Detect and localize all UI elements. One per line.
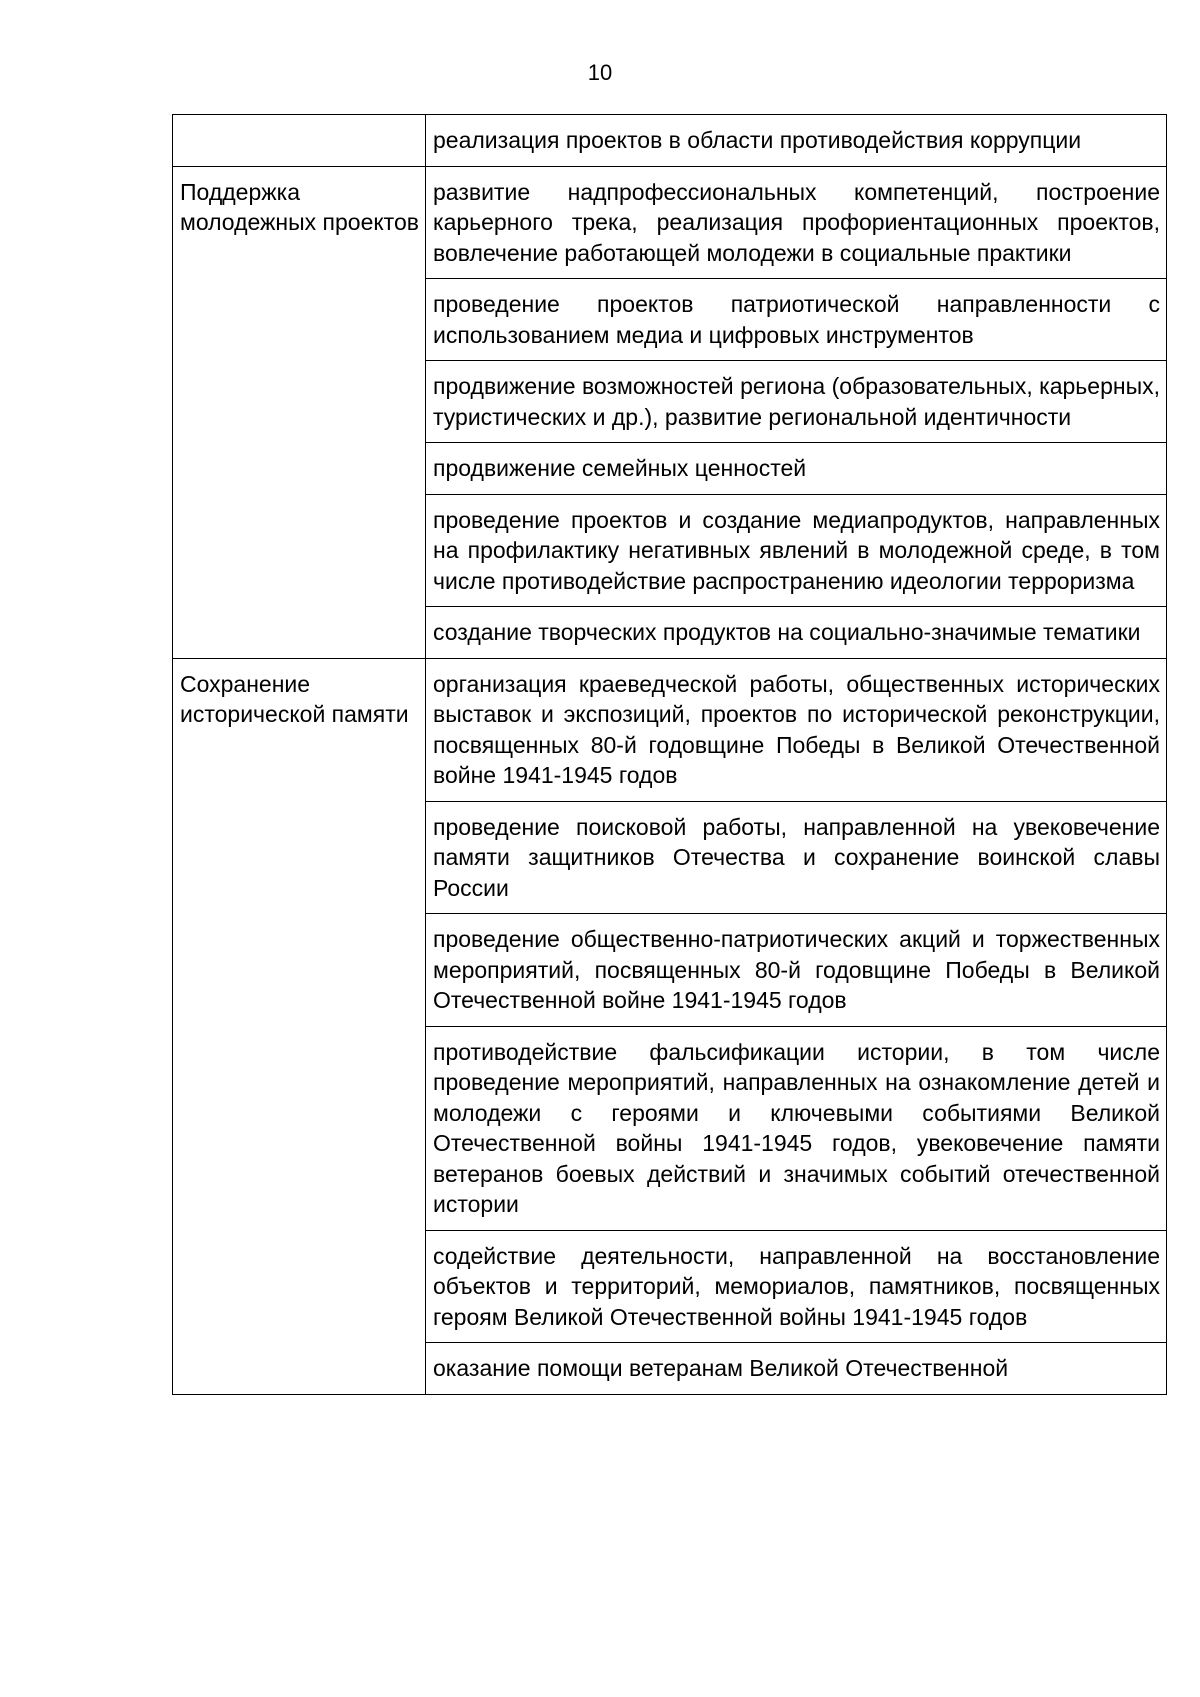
item-cell: развитие надпрофессиональных компетенций, построение карьерного трека, реализация профориентационных проектов, вовлечение работающей молодежи в социальные практики (426, 166, 1167, 279)
item-cell: проведение проектов патриотической направленности с использованием медиа и цифровых инструментов (426, 279, 1167, 361)
directions-table (172, 114, 1167, 1395)
item-cell: содействие деятельности, направленной на восстановление объектов и территорий, мемориалов, памятников, посвященных героям Великой Отечественной войны 1941-1945 годов (426, 1230, 1167, 1343)
section-title-cell (173, 115, 426, 167)
item-cell: противодействие фальсификации истории, в том числе проведение мероприятий, направленных на ознакомление детей и молодежи с героями и ключевыми событиями Великой Отечественной войны 1941-1945 годов, увековечение памяти ветеранов боевых действий и значимых событий отечественной истории (426, 1026, 1167, 1230)
table-row (173, 658, 1167, 801)
item-cell: продвижение семейных ценностей (426, 443, 1167, 495)
page-number: 10 (587, 60, 613, 85)
item-cell: проведение поисковой работы, направленной на увековечение памяти защитников Отечества и сохранение воинской славы России (426, 801, 1167, 914)
item-cell: продвижение возможностей региона (образовательных, карьерных, туристических и др.), развитие региональной идентичности (426, 361, 1167, 443)
item-cell: проведение общественно-патриотических акций и торжественных мероприятий, посвященных 80-й годовщине Победы в Великой Отечественной войне 1941-1945 годов (426, 914, 1167, 1027)
item-cell: создание творческих продуктов на социально-значимые тематики (426, 607, 1167, 659)
item-cell: оказание помощи ветеранам Великой Отечественной (426, 1343, 1167, 1395)
section-title-cell: Поддержка молодежных проектов (173, 166, 426, 658)
item-cell: реализация проектов в области противодействия коррупции (426, 115, 1167, 167)
section-title-cell: Сохранение исторической памяти (173, 658, 426, 1394)
table-row (173, 166, 1167, 279)
item-cell: организация краеведческой работы, общественных исторических выставок и экспозиций, проектов по исторической реконструкции, посвященных 80-й годовщине Победы в Великой Отечественной войне 1941-1945 годов (426, 658, 1167, 801)
item-cell: проведение проектов и создание медиапродуктов, направленных на профилактику негативных явлений в молодежной среде, в том числе противодействие распространению идеологии терроризма (426, 494, 1167, 607)
table-row (173, 115, 1167, 167)
